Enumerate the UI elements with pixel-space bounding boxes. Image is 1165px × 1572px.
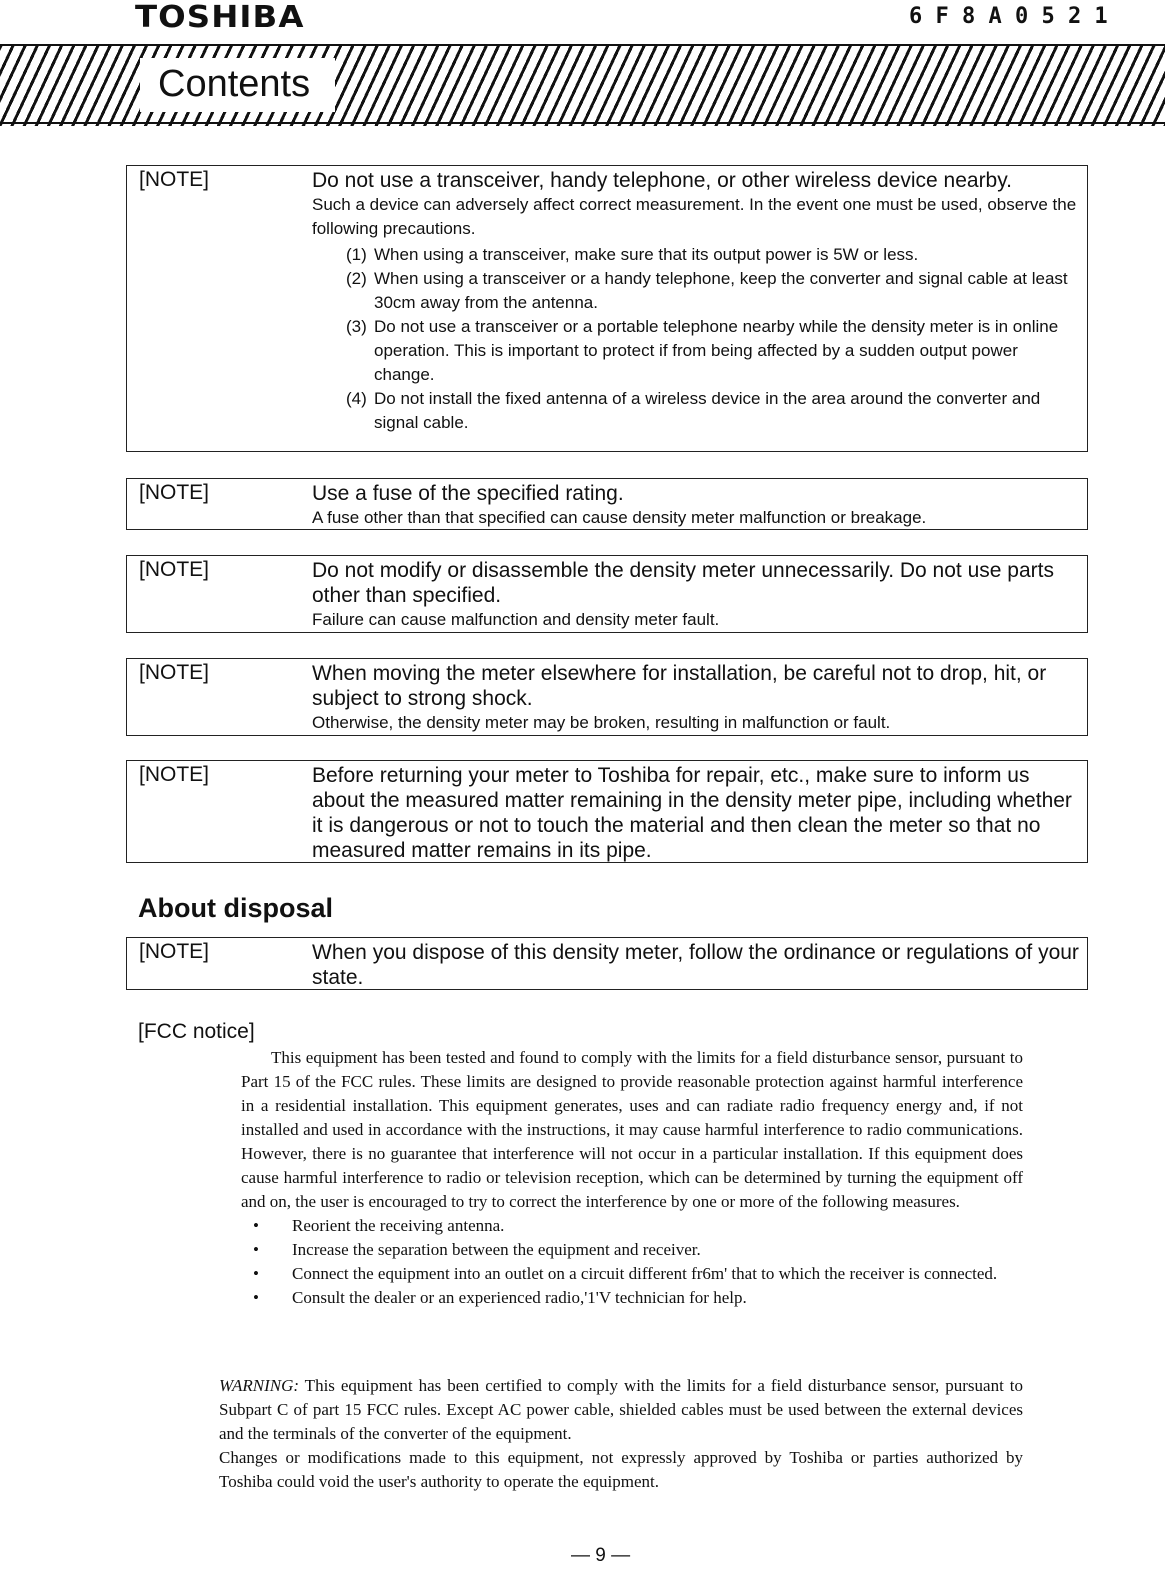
note-tag: [NOTE]: [139, 940, 210, 963]
note-box-disposal: [126, 937, 1088, 990]
note-detail: Such a device can adversely affect correct measurement. In the event one must be used, observe the following precautions.: [312, 195, 1077, 238]
precaution-number: (4): [346, 389, 367, 408]
precaution-item: [312, 387, 1081, 435]
banner-top-rule: [0, 44, 1165, 46]
fcc-measure-item: [241, 1262, 1023, 1286]
note-heading: Before returning your meter to Toshiba for repair, etc., make sure to inform us about the measured matter remaining in the density meter pipe, including whether it is dangerous or not to touch the material and then clean the meter so that no measured matter remains in its pipe.: [312, 764, 1072, 862]
fcc-notice-body: [241, 1046, 1023, 1310]
precaution-text: When using a transceiver or a handy telephone, keep the converter and signal cable at least 30cm away from the antenna.: [374, 269, 1068, 312]
precaution-number: (3): [346, 317, 367, 336]
note-box-wireless: [126, 165, 1088, 452]
note-tag: [NOTE]: [139, 481, 210, 504]
precaution-item: [312, 243, 1081, 267]
fcc-measure-text: Increase the separation between the equipment and receiver.: [292, 1240, 701, 1259]
note-detail: A fuse other than that specified can cause density meter malfunction or breakage.: [312, 508, 927, 527]
note-tag: [NOTE]: [139, 763, 210, 786]
document-number: 6 F 8 A 0 5 2 1: [909, 4, 1108, 29]
fcc-paragraph: This equipment has been tested and found to comply with the limits for a field disturbance sensor, pursuant to Part 15 of the FCC rules. These limits are designed to provide reasonable protection against harmful interference in a residential installation. This equipment generates, uses and can radiate radio frequency energy and, if not installed and used in accordance with the instructions, it may cause harmful interference to radio communications. However, there is no guarantee that interference will not occur in a particular installation. If this equipment does cause harmful interference to radio or television reception, which can be determined by turning the equipment off and on, the user is encouraged to try to correct the interference by one or more of the following measures.: [241, 1048, 1023, 1211]
fcc-measure-text: Connect the equipment into an outlet on a circuit different fr6m' that to which the receiver is connected.: [292, 1264, 998, 1283]
fcc-measure-text: Consult the dealer or an experienced radio,'1'V technician for help.: [292, 1288, 747, 1307]
precaution-list: [312, 243, 1081, 435]
note-detail: Failure can cause malfunction and density meter fault.: [312, 610, 720, 629]
note-heading: Use a fuse of the specified rating.: [312, 482, 624, 505]
fcc-changes-paragraph: Changes or modifications made to this equipment, not expressly approved by Toshiba or parties authorized by Toshiba could void the user's authority to operate the equipment.: [219, 1448, 1023, 1491]
note-heading: Do not use a transceiver, handy telephone, or other wireless device nearby.: [312, 169, 1013, 192]
bullet-icon: •: [253, 1288, 259, 1307]
bullet-icon: •: [253, 1216, 259, 1235]
note-tag: [NOTE]: [139, 168, 210, 191]
fcc-measures-list: [241, 1214, 1023, 1310]
note-detail: Otherwise, the density meter may be broken, resulting in malfunction or fault.: [312, 713, 891, 732]
fcc-notice-heading: [FCC notice]: [138, 1020, 255, 1043]
note-box-moving: [126, 658, 1088, 736]
note-box-fuse: [126, 478, 1088, 530]
note-tag: [NOTE]: [139, 558, 210, 581]
fcc-measure-item: [241, 1238, 1023, 1262]
precaution-text: When using a transceiver, make sure that its output power is 5W or less.: [374, 245, 919, 264]
banner-bottom-rule: [0, 122, 1165, 124]
fcc-warning: [219, 1374, 1023, 1494]
section-banner: [0, 44, 1165, 126]
note-box-modify: [126, 555, 1088, 633]
note-heading: Do not modify or disassemble the density meter unnecessarily. Do not use parts other than specified.: [312, 559, 1054, 607]
note-tag: [NOTE]: [139, 661, 210, 684]
precaution-text: Do not use a transceiver or a portable telephone nearby while the density meter is in online operation. This is important to protect if from being affected by a sudden output power change.: [374, 317, 1059, 384]
note-heading: When you dispose of this density meter, follow the ordinance or regulations of your state.: [312, 941, 1079, 989]
precaution-text: Do not install the fixed antenna of a wireless device in the area around the converter and signal cable.: [374, 389, 1041, 432]
bullet-icon: •: [253, 1264, 259, 1283]
precaution-number: (1): [346, 245, 367, 264]
note-heading: When moving the meter elsewhere for installation, be careful not to drop, hit, or subject to strong shock.: [312, 662, 1047, 710]
warning-label: WARNING:: [219, 1376, 300, 1395]
disposal-section-title: About disposal: [138, 893, 333, 923]
fcc-measure-text: Reorient the receiving antenna.: [292, 1216, 505, 1235]
precaution-number: (2): [346, 269, 367, 288]
precaution-item: [312, 315, 1081, 387]
toshiba-logo: TOSHIBA: [135, 0, 305, 35]
banner-title: Contents: [158, 63, 311, 105]
precaution-item: [312, 267, 1081, 315]
note-box-returning: [126, 760, 1088, 863]
fcc-measure-item: [241, 1214, 1023, 1238]
bullet-icon: •: [253, 1240, 259, 1259]
fcc-measure-item: [241, 1286, 1023, 1310]
warning-text: This equipment has been certified to comply with the limits for a field disturbance sensor, pursuant to Subpart C of part 15 FCC rules. Except AC power cable, shielded cables must be used between the external devices and the terminals of the converter of the equipment.: [219, 1376, 1023, 1443]
page-number: — 9 —: [571, 1545, 631, 1566]
fcc-warning-paragraph: [219, 1374, 1023, 1446]
